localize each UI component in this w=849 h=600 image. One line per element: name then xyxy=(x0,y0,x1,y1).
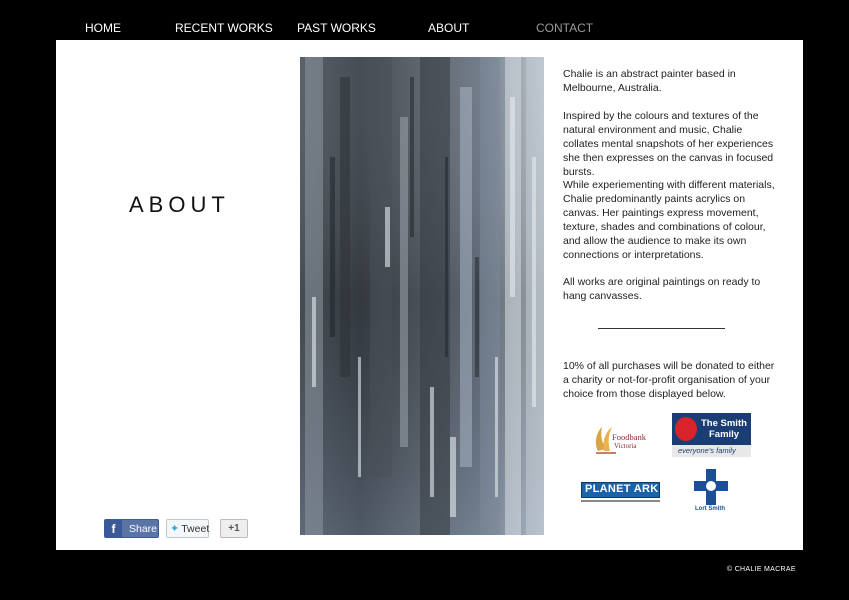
smith-family-logo[interactable] xyxy=(672,413,751,457)
nav-home[interactable]: HOME xyxy=(85,21,121,35)
smith-line1: The Smith xyxy=(701,418,747,429)
facebook-icon: f xyxy=(105,520,122,537)
nav-past-works[interactable]: PAST WORKS xyxy=(297,21,376,35)
lort-smith-logo[interactable] xyxy=(694,469,728,517)
foodbank-logo[interactable] xyxy=(590,421,656,457)
painting-image xyxy=(300,57,544,535)
share-label: Share xyxy=(129,522,158,535)
divider xyxy=(598,328,725,329)
copyright-text: © CHALIE MACRAE xyxy=(727,566,796,573)
smith-line2: Family xyxy=(709,429,740,440)
google-plus-one-button[interactable] xyxy=(220,519,248,538)
foodbank-name: Foodbank xyxy=(612,432,646,442)
nav-about[interactable]: ABOUT xyxy=(428,21,470,35)
top-nav xyxy=(0,0,849,40)
tweet-button[interactable] xyxy=(166,519,209,538)
nav-recent-works[interactable]: RECENT WORKS xyxy=(175,21,273,35)
nav-contact[interactable]: CONTACT xyxy=(536,21,594,35)
cross-icon xyxy=(694,469,728,505)
about-paragraph-1: Chalie is an abstract painter based in Melbourne, Australia. xyxy=(563,68,736,94)
heart-icon xyxy=(675,417,697,441)
page-title: ABOUT xyxy=(129,192,230,217)
foodbank-sub: Victoria xyxy=(614,442,637,450)
facebook-share-button[interactable] xyxy=(104,519,159,538)
about-paragraph-2: Inspired by the colours and textures of the natural environment and music, Chalie collates mental snapshots of her experiences she then expresses on the canvas in focused bursts. xyxy=(563,110,774,178)
about-paragraph-4: All works are original paintings on ready to hang canvasses. xyxy=(563,276,761,302)
plus-one-label: +1 xyxy=(228,523,240,534)
lort-smith-name: Lort Smith xyxy=(695,506,725,512)
twitter-icon: ✦ xyxy=(170,523,180,535)
planet-ark-logo[interactable] xyxy=(581,482,660,504)
planet-ark-name: PLANET ARK xyxy=(585,483,659,495)
donation-paragraph: 10% of all purchases will be donated to either a charity or not-for-profit organisation of your choice from those displayed below. xyxy=(563,360,775,400)
tweet-label: Tweet xyxy=(181,522,210,535)
about-paragraph-3: While experiementing with different materials, Chalie predominantly paints acrylics on canvas. Her paintings express movement, texture, shades and combinations of colour, and allow the audience to make its own connections or interpretations. xyxy=(563,179,775,261)
smith-tagline: everyone's family xyxy=(678,446,736,455)
